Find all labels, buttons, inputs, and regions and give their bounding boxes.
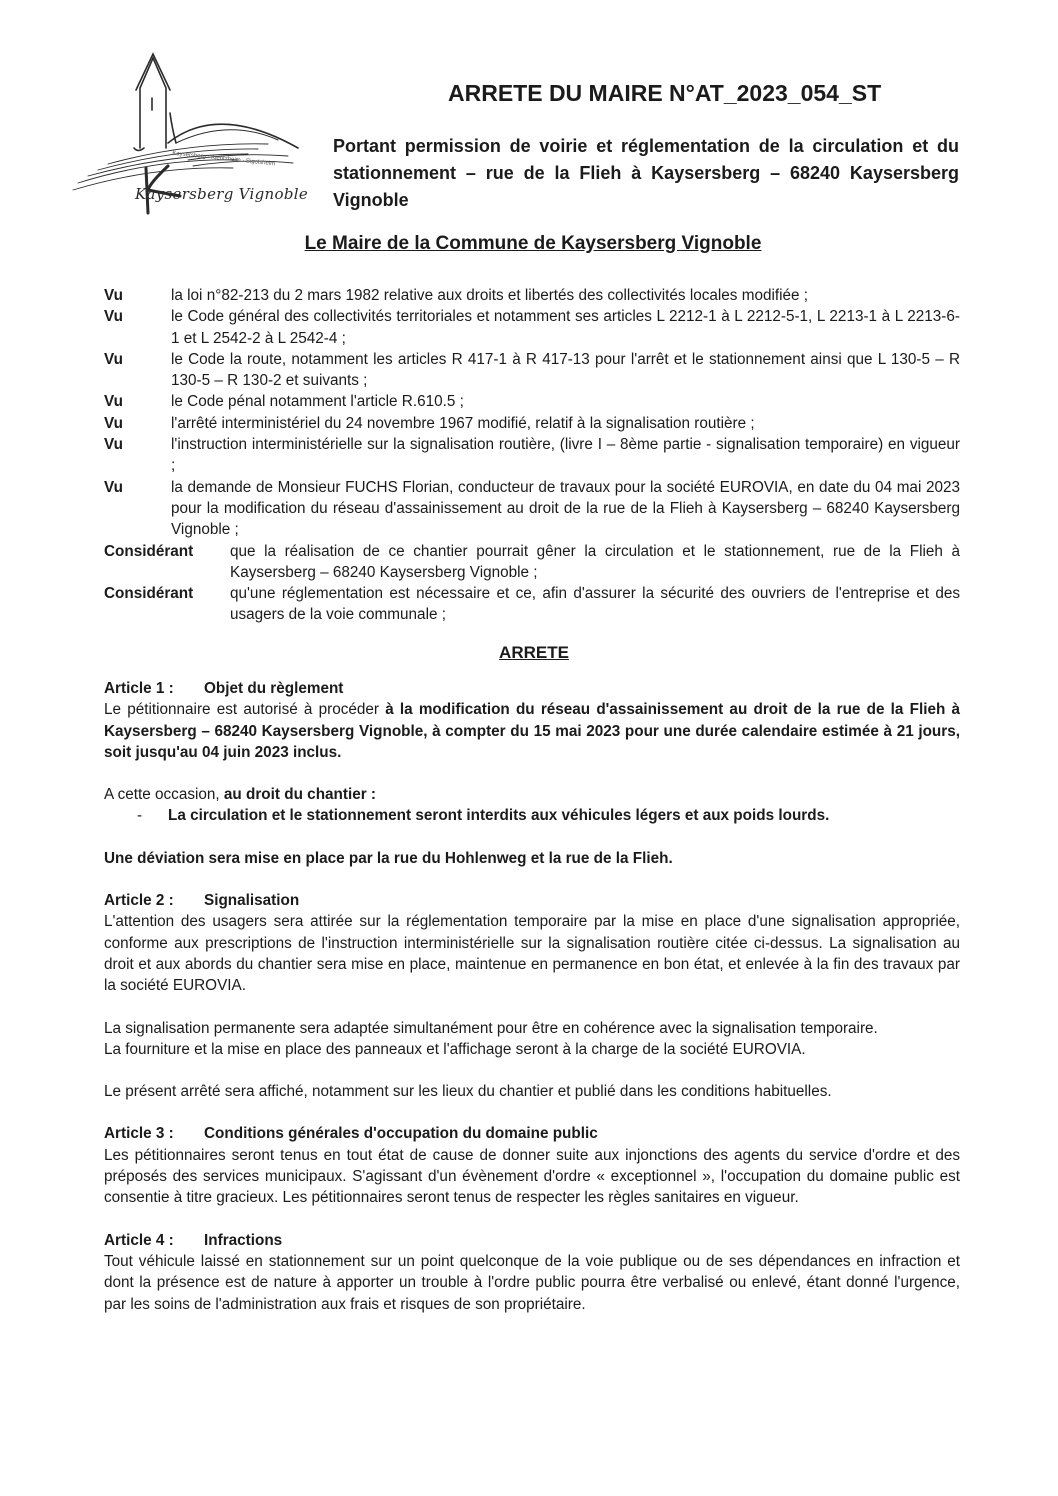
visa-text: la demande de Monsieur FUCHS Florian, conducteur de travaux pour la société EUROVIA, en date du 04 mai 2023 pour la modification du réseau d'assainissement au droit de la rue de la Flieh à Kaysersberg – 68240 Kaysersberg Vignoble ; bbox=[171, 478, 960, 539]
considerant-label: Considérant bbox=[104, 542, 194, 560]
visa-label: Vu bbox=[104, 478, 123, 496]
visa-text: le Code pénal notamment l'article R.610.5 ; bbox=[171, 393, 464, 411]
article-1-paragraph: Le pétitionnaire est autorisé à procéder à la modification du réseau d'assainissement au droit de la rue de la Flieh à Kaysersberg – 68240 Kaysersberg Vignoble, à compter du 15 mai 2023 pour une durée calendaire estimée à 21 jours, soit jusqu'au 04 juin 2023 inclus. bbox=[104, 701, 960, 761]
article-2-paragraph: Le présent arrêté sera affiché, notamment sur les lieux du chantier et publié dans les conditions habituelles. bbox=[104, 1083, 832, 1101]
article-4-heading bbox=[104, 1230, 960, 1251]
considerant-item bbox=[104, 541, 960, 584]
arrete-heading: ARRETE bbox=[499, 643, 569, 662]
bullet-text: La circulation et le stationnement seront interdits aux véhicules légers et aux poids lourds. bbox=[168, 807, 830, 825]
visa-label: Vu bbox=[104, 436, 123, 454]
visa-label: Vu bbox=[104, 393, 123, 411]
visa-item bbox=[104, 413, 960, 434]
article-title: Signalisation bbox=[204, 892, 300, 910]
article-title: Conditions générales d'occupation du domaine public bbox=[204, 1125, 598, 1143]
visa-item bbox=[104, 306, 960, 349]
visa-label: Vu bbox=[104, 414, 123, 432]
visa-text: l'instruction interministérielle sur la signalisation routière, (livre I – 8ème partie - signalisation temporaire) en vigueur ; bbox=[171, 436, 960, 475]
article-title: Infractions bbox=[204, 1231, 283, 1249]
maire-heading: Le Maire de la Commune de Kaysersberg Vignoble bbox=[304, 233, 762, 254]
logo-tagline: Kaysersberg · Kientzheim · Sigolsheim bbox=[171, 150, 276, 168]
article-2-paragraph: L'attention des usagers sera attirée sur la réglementation temporaire par la mise en place d'une signalisation appropriée, conforme aux prescriptions de l'instruction interministérielle sur la signalisation routière citée ci-dessus. La signalisation au droit et aux abords du chantier sera mise en place, maintenue en permanence en bon état, et enlevée à la fin des travaux par la société EUROVIA. bbox=[104, 913, 960, 995]
article-2-paragraph: La signalisation permanente sera adaptée simultanément pour être en cohérence avec la signalisation temporaire. bbox=[104, 1019, 878, 1037]
visa-label: Vu bbox=[104, 350, 123, 368]
visa-label: Vu bbox=[104, 308, 123, 326]
considerant-text: que la réalisation de ce chantier pourrait gêner la circulation et le stationnement, rue de la Flieh à Kaysersberg – 68240 Kaysersberg Vignoble ; bbox=[230, 542, 960, 581]
article-number: Article 2 : bbox=[104, 892, 174, 910]
article-2-heading bbox=[104, 890, 960, 911]
visa-label: Vu bbox=[104, 287, 123, 304]
list-item bbox=[104, 805, 960, 826]
considerant-item bbox=[104, 583, 960, 626]
article-2-paragraph: La fourniture et la mise en place des panneaux et l'affichage seront à la charge de la société EUROVIA. bbox=[104, 1040, 806, 1058]
visas-list bbox=[104, 285, 960, 626]
visa-text: le Code la route, notamment les articles R 417-1 à R 417-13 pour l'arrêt et le stationnement ainsi que L 130-5 – R 130-5 – R 130-2 et suivants ; bbox=[171, 350, 960, 390]
visa-item bbox=[104, 434, 960, 477]
articles-body bbox=[104, 678, 960, 1315]
article-3-paragraph: Les pétitionnaires seront tenus en tout état de cause de donner suite aux injonctions des agents du service d'ordre et des préposés des services municipaux. S'agissant d'un évènement d'ordre « exceptionnel », l'occupation du domaine public est consentie à titre gracieux. Les pétitionnaires seront tenus de respecter les règles sanitaires en vigueur. bbox=[104, 1146, 960, 1207]
visa-item bbox=[104, 477, 960, 541]
visa-item bbox=[104, 349, 960, 392]
document-title: ARRETE DU MAIRE N°AT_2023_054_ST bbox=[448, 80, 882, 106]
visa-text: la loi n°82-213 du 2 mars 1982 relative aux droits et libertés des collectivités locales modifiée ; bbox=[171, 287, 809, 304]
article-1-occasion: A cette occasion, au droit du chantier : bbox=[104, 786, 377, 804]
considerant-label: Considérant bbox=[104, 585, 194, 603]
article-1-heading bbox=[104, 678, 960, 699]
logo-wordmark: Kaysersberg Vignoble bbox=[135, 185, 309, 203]
article-number: Article 3 : bbox=[104, 1125, 174, 1143]
bullet-dash: - bbox=[137, 807, 143, 825]
article-number: Article 1 : bbox=[104, 680, 174, 697]
article-4-paragraph: Tout véhicule laissé en stationnement sur un point quelconque de la voie publique ou de ses dépendances en infraction et dont la présence est de nature à apporter un trouble à l'ordre public pourra être verbalisé ou enlevé, étant donné l'urgence, par les soins de l'administration aux frais et risques de son propriétaire. bbox=[104, 1252, 960, 1313]
article-number: Article 4 : bbox=[104, 1231, 174, 1249]
visa-item bbox=[104, 285, 960, 306]
article-title: Objet du règlement bbox=[204, 680, 344, 697]
article-3-heading bbox=[104, 1123, 960, 1144]
visa-text: l'arrêté interministériel du 24 novembre 1967 modifié, relatif à la signalisation routière ; bbox=[171, 414, 755, 432]
document-subtitle: Portant permission de voirie et réglementation de la circulation et du stationnement – rue de la Flieh à Kaysersberg – 68240 Kaysersberg Vignoble bbox=[333, 136, 959, 210]
considerant-text: qu'une réglementation est nécessaire et ce, afin d'assurer la sécurité des ouvriers de l'entreprise et des usagers de la voie communale ; bbox=[230, 585, 960, 624]
visa-text: le Code général des collectivités territoriales et notamment ses articles L 2212-1 à L 2212-5-1, L 2213-1 à L 2213-6-1 et L 2542-2 à L 2542-4 ; bbox=[171, 308, 960, 347]
deviation-notice: Une déviation sera mise en place par la rue du Hohlenweg et la rue de la Flieh. bbox=[104, 849, 673, 867]
visa-item bbox=[104, 391, 960, 412]
